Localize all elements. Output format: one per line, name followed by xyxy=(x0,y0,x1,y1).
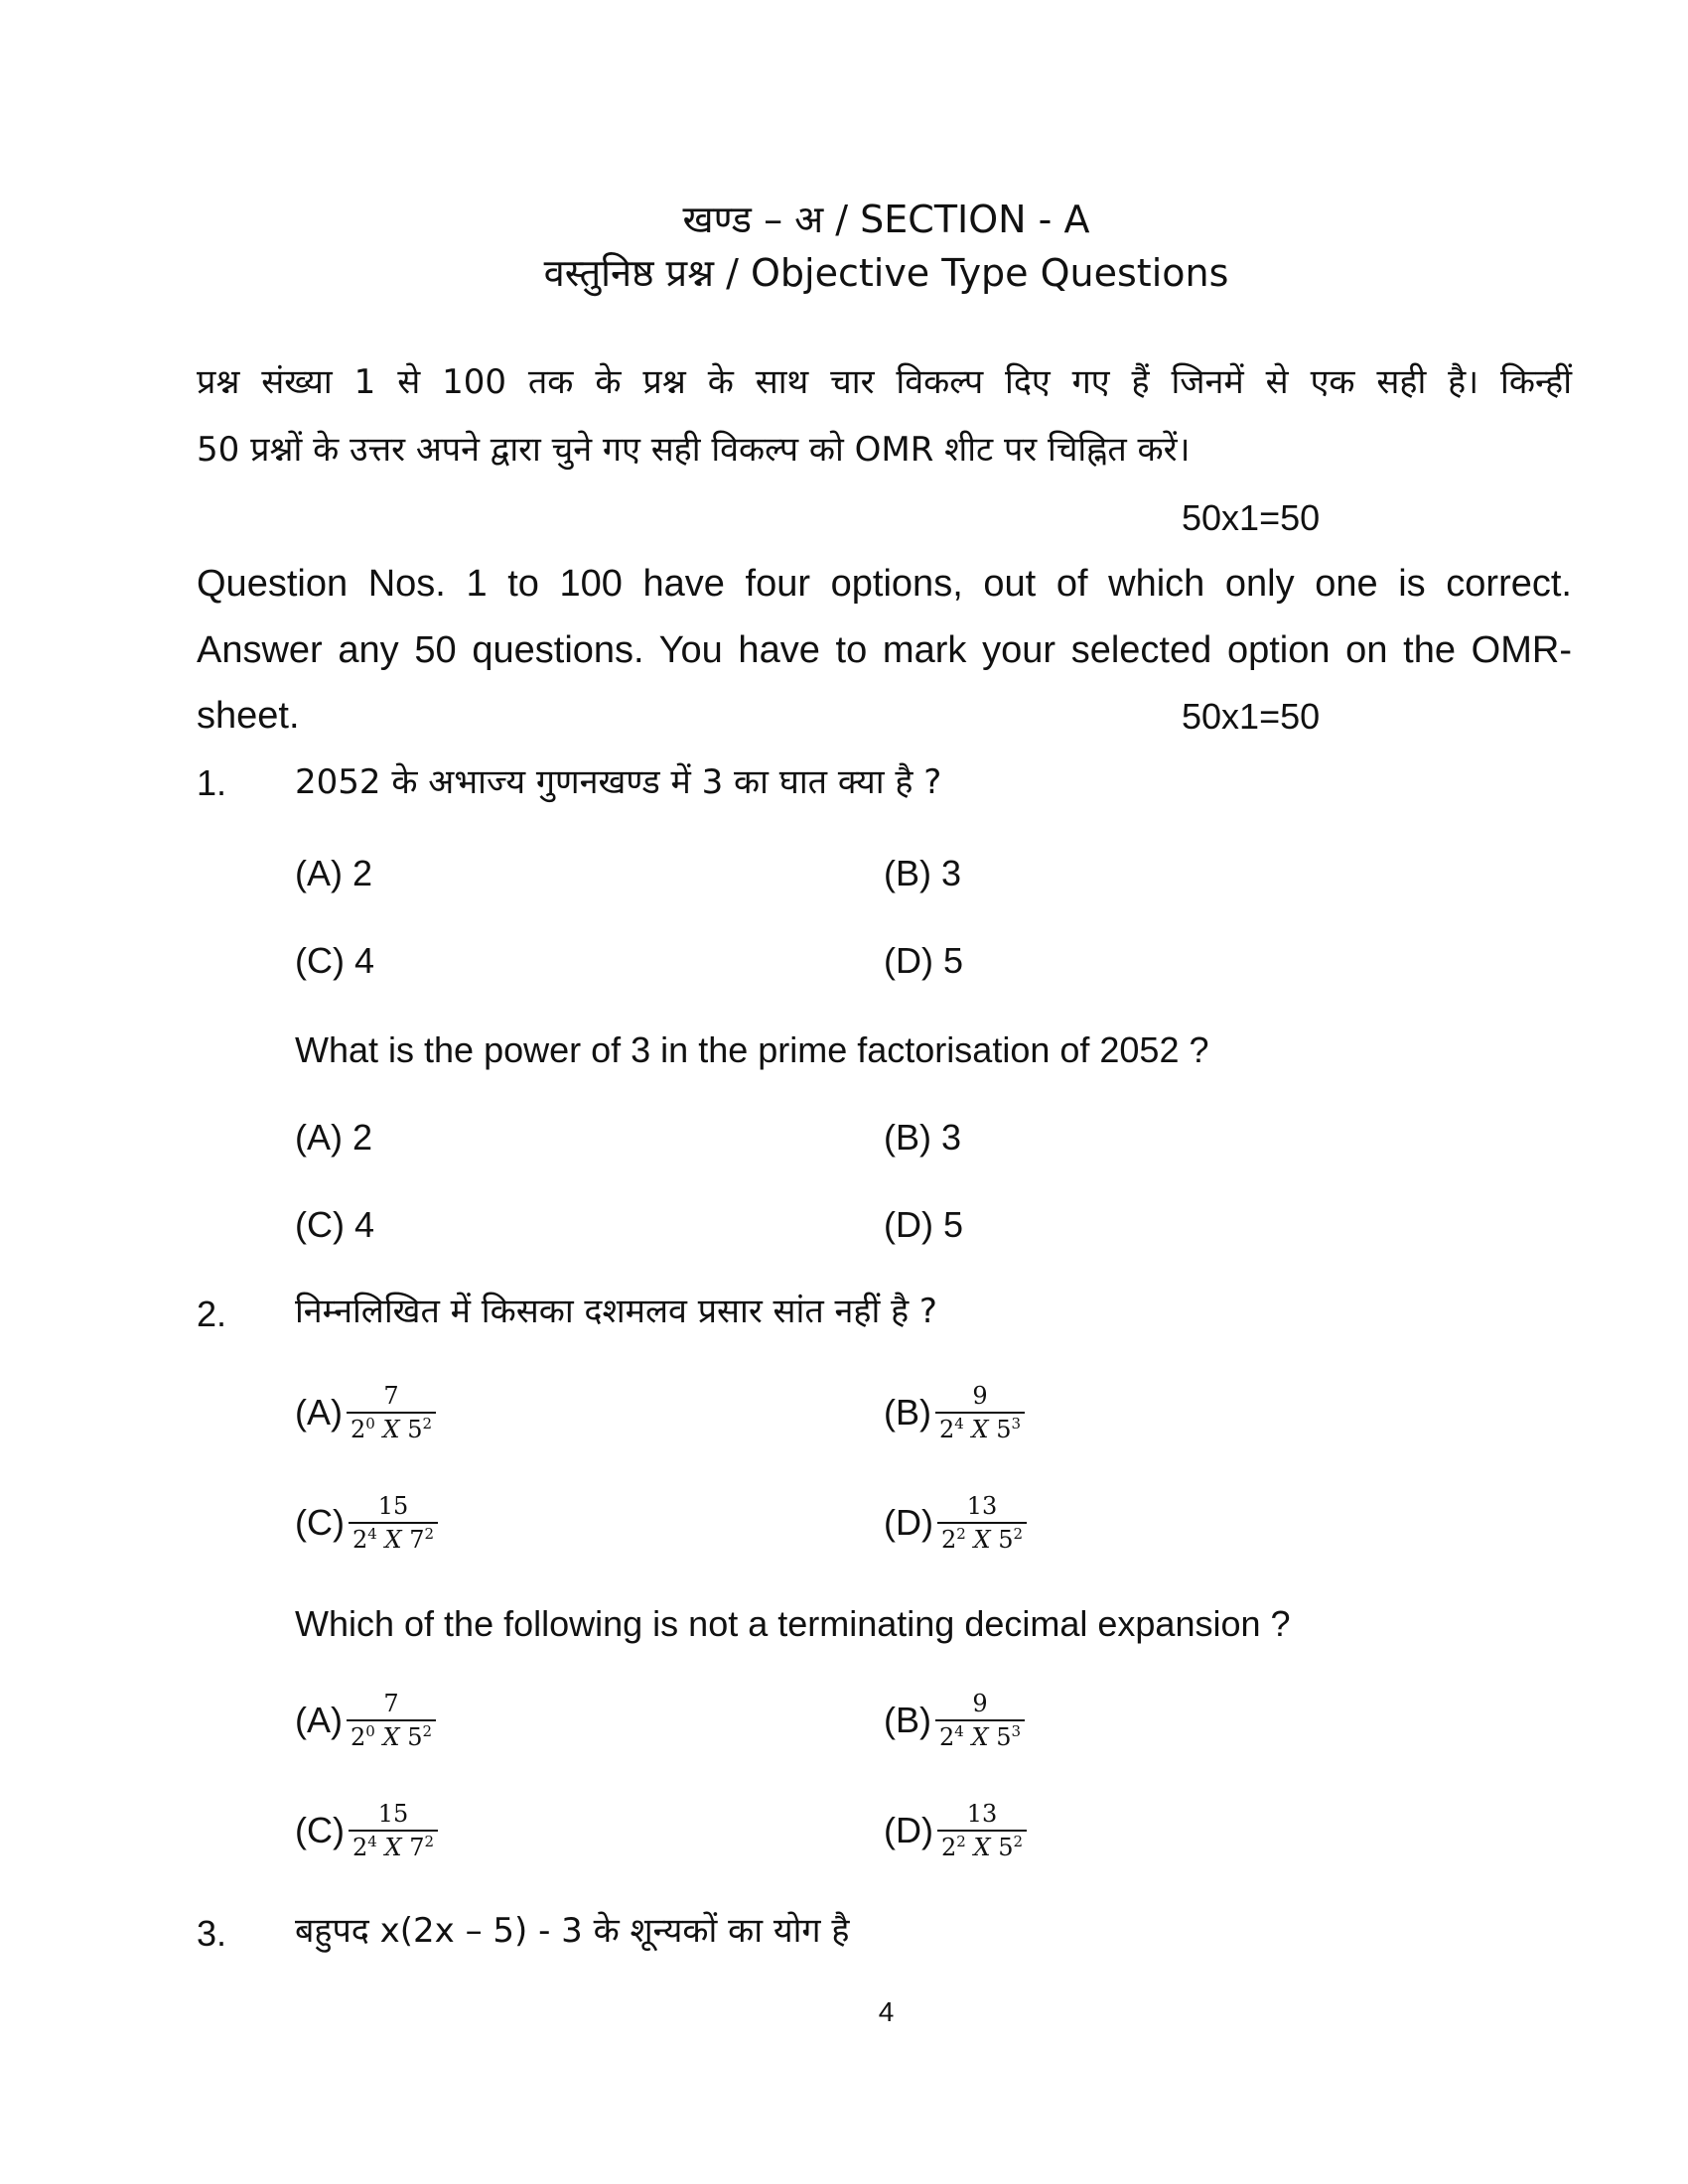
fraction-denominator: $2^4$ X $7^2$ xyxy=(349,1830,438,1861)
instructions-english-line-3: sheet. xyxy=(197,695,300,737)
q2-hindi-option-c[interactable] xyxy=(295,1492,438,1554)
fraction xyxy=(937,1800,1027,1861)
fraction-numerator: 9 xyxy=(972,1690,988,1717)
section-subtitle: वस्तुनिष्ठ प्रश्न / Objective Type Questions xyxy=(543,251,1229,295)
fraction-denominator: $2^4$ X $5^3$ xyxy=(935,1412,1025,1443)
fraction-numerator: 7 xyxy=(383,1382,399,1410)
q1-english-option-b[interactable]: (B) 3 xyxy=(884,1117,962,1158)
q1-hindi-option-b[interactable]: (B) 3 xyxy=(884,853,962,893)
fraction xyxy=(347,1690,436,1751)
fraction xyxy=(349,1800,438,1861)
fraction xyxy=(935,1382,1025,1443)
q1-english-option-a[interactable]: (A) 2 xyxy=(295,1117,373,1158)
fraction xyxy=(349,1492,438,1554)
marks-hindi: 50x1=50 xyxy=(1182,497,1321,538)
question-1-english: What is the power of 3 in the prime factorisation of 2052 ? xyxy=(295,1029,1209,1070)
question-2-hindi: निम्नलिखित में किसका दशमलव प्रसार सांत नहीं है ? xyxy=(295,1292,937,1331)
instructions-english-line-1: Question Nos. 1 to 100 have four options, out of which only one is correct. xyxy=(197,563,1572,605)
fraction-numerator: 7 xyxy=(383,1690,399,1717)
section-heading: खण्ड – अ / SECTION - A xyxy=(682,198,1090,241)
fraction-denominator: $2^4$ X $5^3$ xyxy=(935,1719,1025,1751)
q2-hindi-option-d[interactable] xyxy=(884,1492,1027,1554)
option-label: (C) xyxy=(295,1502,345,1543)
question-1-number: 1. xyxy=(197,762,227,803)
fraction-numerator: 15 xyxy=(377,1492,409,1520)
q1-english-option-c[interactable]: (C) 4 xyxy=(295,1204,374,1245)
q2-hindi-option-b[interactable] xyxy=(884,1382,1025,1443)
fraction-denominator: $2^4$ X $7^2$ xyxy=(349,1522,438,1554)
instructions-english-line-2: Answer any 50 questions. You have to mark your selected option on the OMR- xyxy=(197,629,1572,671)
q1-hindi-option-a[interactable]: (A) 2 xyxy=(295,853,373,893)
fraction-numerator: 9 xyxy=(972,1382,988,1410)
fraction-numerator: 13 xyxy=(966,1800,998,1828)
marks-english: 50x1=50 xyxy=(1182,696,1321,737)
q2-english-option-d[interactable] xyxy=(884,1800,1027,1861)
instructions-hindi-line-1: प्रश्न संख्या 1 से 100 तक के प्रश्न के साथ चार विकल्प दिए गए हैं जिनमें से एक सही है। किन्हीं xyxy=(197,362,1572,402)
option-label: (A) xyxy=(295,1700,343,1740)
option-label: (D) xyxy=(884,1502,933,1543)
fraction-denominator: $2^0$ X $5^2$ xyxy=(347,1412,436,1443)
q2-english-option-c[interactable] xyxy=(295,1800,438,1861)
fraction-numerator: 15 xyxy=(377,1800,409,1828)
option-label: (B) xyxy=(884,1392,931,1433)
question-2-english: Which of the following is not a terminating decimal expansion ? xyxy=(295,1603,1291,1644)
fraction-denominator: $2^2$ X $5^2$ xyxy=(937,1830,1027,1861)
option-label: (D) xyxy=(884,1810,933,1850)
option-label: (A) xyxy=(295,1392,343,1433)
fraction xyxy=(935,1690,1025,1751)
question-3-number: 3. xyxy=(197,1913,227,1954)
q2-english-option-a[interactable] xyxy=(295,1690,436,1751)
fraction xyxy=(347,1382,436,1443)
page-number: 4 xyxy=(878,1996,895,2027)
q2-english-option-b[interactable] xyxy=(884,1690,1025,1751)
fraction-denominator: $2^2$ X $5^2$ xyxy=(937,1522,1027,1554)
option-label: (B) xyxy=(884,1700,931,1740)
fraction-denominator: $2^0$ X $5^2$ xyxy=(347,1719,436,1751)
option-label: (C) xyxy=(295,1810,345,1850)
instructions-hindi-line-2: 50 प्रश्नों के उत्तर अपने द्वारा चुने गए सही विकल्प को OMR शीट पर चिह्नित करें। xyxy=(197,430,1191,470)
question-3-hindi: बहुपद x(2x – 5) - 3 के शून्यकों का योग है xyxy=(295,1911,850,1951)
fraction xyxy=(937,1492,1027,1554)
q1-hindi-option-d[interactable]: (D) 5 xyxy=(884,940,963,981)
q1-english-option-d[interactable]: (D) 5 xyxy=(884,1204,963,1245)
question-2-number: 2. xyxy=(197,1294,227,1334)
q1-hindi-option-c[interactable]: (C) 4 xyxy=(295,940,374,981)
fraction-numerator: 13 xyxy=(966,1492,998,1520)
question-1-hindi: 2052 के अभाज्य गुणनखण्ड में 3 का घात क्या है ? xyxy=(295,762,942,802)
q2-hindi-option-a[interactable] xyxy=(295,1382,436,1443)
